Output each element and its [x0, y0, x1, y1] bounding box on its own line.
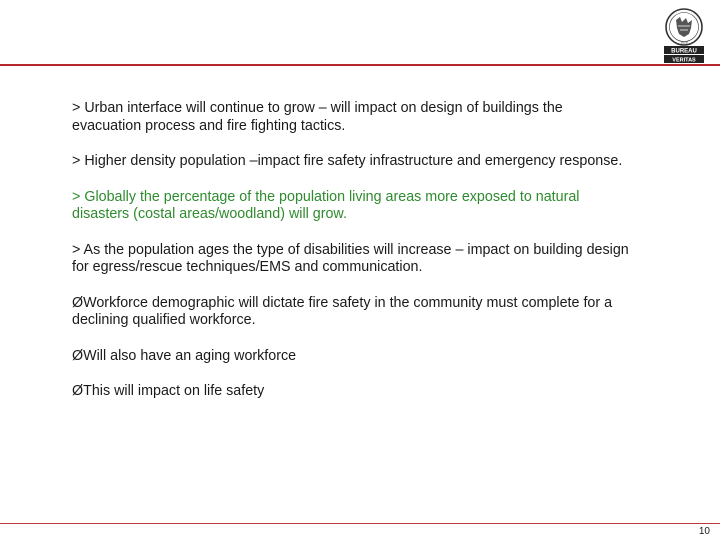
paragraph-urban-interface: > Urban interface will continue to grow – will impact on design of buildings the evacuation process and fire fighting tactics. — [72, 100, 563, 134]
logo-year: 1828 — [680, 40, 688, 45]
slide-body — [72, 100, 632, 419]
paragraph-natural-disasters: > Globally the percentage of the population living areas more exposed to natural disasters (costal areas/woodland) will grow. — [72, 188, 580, 222]
paragraph-life-safety: ØThis will impact on life safety — [72, 383, 265, 399]
paragraph-workforce-demographic: ØWorkforce demographic will dictate fire safety in the community must complete for a declining qualified workforce. — [72, 294, 613, 328]
bureau-veritas-logo — [658, 6, 710, 64]
logo-text-line2: VERITAS — [672, 57, 696, 64]
paragraph-aging-population: > As the population ages the type of disabilities will increase – impact on building design for egress/rescue techniques/EMS and communication. — [72, 241, 629, 275]
paragraph-aging-workforce: ØWill also have an aging workforce — [72, 347, 297, 364]
paragraph-higher-density: > Higher density population –impact fire safety infrastructure and emergency response. — [72, 153, 623, 169]
header-divider — [0, 64, 720, 66]
logo-text-line1: BUREAU — [671, 48, 697, 55]
footer-divider — [0, 523, 720, 524]
page-number: 10 — [698, 526, 710, 537]
